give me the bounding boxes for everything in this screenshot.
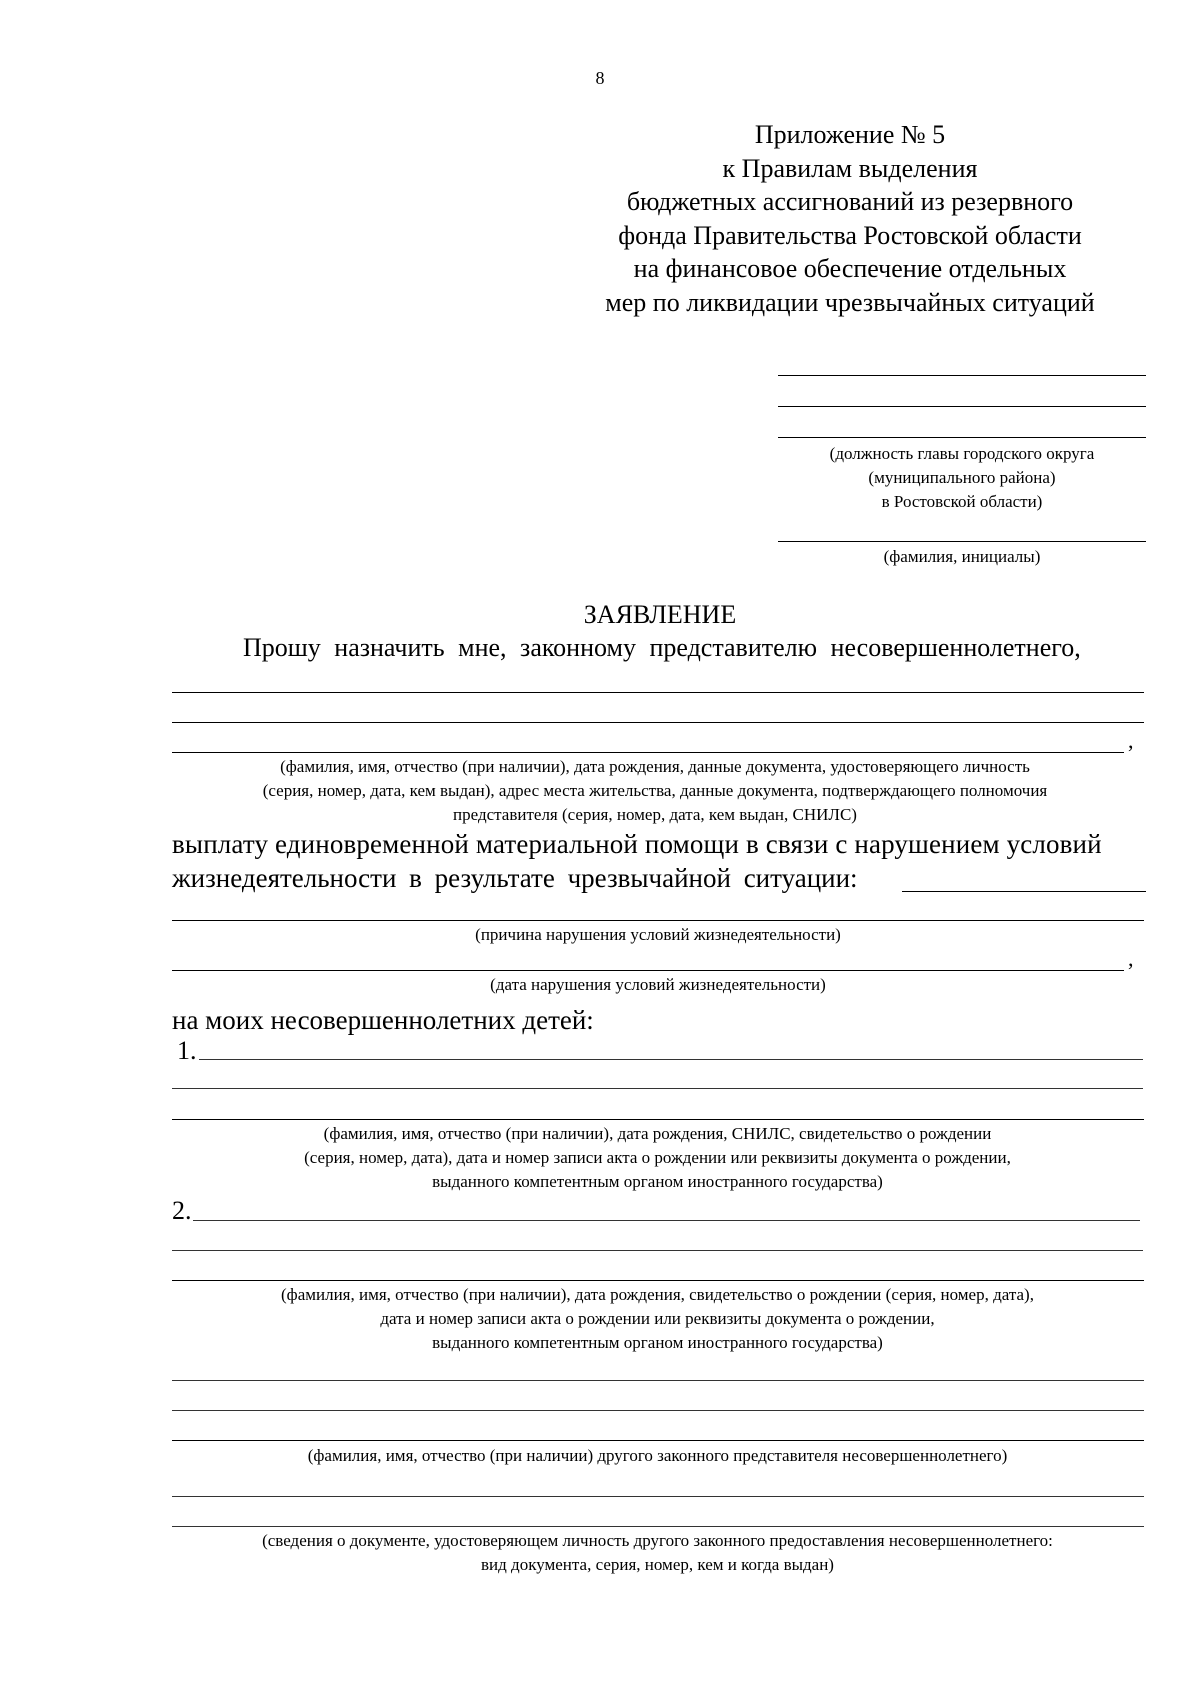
document-title: ЗАЯВЛЕНИЕ <box>583 600 737 629</box>
caption-line: (фамилия, имя, отчество (при наличии), дата рождения, СНИЛС, свидетельство о рождении <box>323 1124 992 1143</box>
other-rep-line-2[interactable] <box>172 1410 1144 1411</box>
caption-line: вид документа, серия, номер, кем и когда выдан) <box>481 1555 834 1574</box>
caption-line: в Ростовской области) <box>881 492 1043 511</box>
page-number: 8 <box>595 68 605 88</box>
child-1-line-1[interactable] <box>199 1059 1143 1060</box>
child-2-caption <box>160 1283 1155 1355</box>
caption-line: выданного компетентным органом иностранного государства) <box>432 1172 883 1191</box>
child-1-number: 1. <box>177 1036 197 1065</box>
addressee-position-line-3[interactable] <box>778 437 1146 438</box>
payment-text-line-2: жизнедеятельности в результате чрезвычайной ситуации: <box>172 863 858 893</box>
caption-line: (муниципального района) <box>868 468 1056 487</box>
appendix-line: к Правилам выделения <box>722 153 978 183</box>
caption-line: представителя (серия, номер, дата, кем выдан, СНИЛС) <box>453 805 857 824</box>
caption-line: (серия, номер, дата), дата и номер записи акта о рождении или реквизиты документа о рождении, <box>304 1148 1011 1167</box>
appendix-line: мер по ликвидации чрезвычайных ситуаций <box>605 287 1095 317</box>
child-1-line-3[interactable] <box>172 1119 1144 1120</box>
date-caption: (дата нарушения условий жизнедеятельности) <box>490 975 826 994</box>
addressee-position-line-1[interactable] <box>778 375 1146 376</box>
addressee-name-line[interactable] <box>778 541 1146 542</box>
appendix-line: фонда Правительства Ростовской области <box>618 220 1082 250</box>
appendix-line: бюджетных ассигнований из резервного <box>626 187 1074 216</box>
other-rep-line-3[interactable] <box>172 1440 1144 1441</box>
other-rep-caption: (фамилия, имя, отчество (при наличии) другого законного представителя несовершеннолетнего) <box>307 1446 1008 1465</box>
caption-line: (сведения о документе, удостоверяющем личность другого законного предоставления несовершеннолетнего: <box>262 1531 1053 1550</box>
addressee-position-line-2[interactable] <box>778 406 1146 407</box>
other-rep-doc-line-1[interactable] <box>172 1496 1144 1497</box>
reason-line[interactable] <box>172 920 1144 921</box>
caption-line: (должность главы городского округа <box>829 444 1095 463</box>
payment-text-line-1: выплату единовременной материальной помощи в связи с нарушением условий <box>172 829 1102 859</box>
addressee-name-caption: (фамилия, инициалы) <box>883 547 1041 566</box>
caption-line: (серия, номер, дата, кем выдан), адрес места жительства, данные документа, подтверждающего полномочия <box>262 781 1048 800</box>
request-intro: Прошу назначить мне, законному представителю несовершеннолетнего, <box>243 633 1081 662</box>
other-rep-line-1[interactable] <box>172 1380 1144 1381</box>
child-2-number: 2. <box>172 1196 192 1225</box>
appendix-line: Приложение № 5 <box>754 120 946 149</box>
comma: , <box>1128 946 1134 971</box>
child-2-line-3[interactable] <box>172 1280 1144 1281</box>
caption-line: (фамилия, имя, отчество (при наличии), дата рождения, свидетельство о рождении (серия, номер, дата), <box>281 1285 1034 1304</box>
caption-line: (фамилия, имя, отчество (при наличии), дата рождения, данные документа, удостоверяющего личность <box>280 757 1030 776</box>
children-heading: на моих несовершеннолетних детей: <box>172 1005 594 1035</box>
caption-line: дата и номер записи акта о рождении или реквизиты документа о рождении, <box>380 1309 935 1328</box>
applicant-line-1[interactable] <box>172 692 1144 693</box>
reason-caption: (причина нарушения условий жизнедеятельности) <box>475 925 841 944</box>
child-1-line-2[interactable] <box>172 1088 1143 1089</box>
child-2-line-1[interactable] <box>193 1220 1140 1221</box>
applicant-line-2[interactable] <box>172 722 1144 723</box>
date-line[interactable] <box>172 970 1124 971</box>
other-rep-doc-line-2[interactable] <box>172 1526 1144 1527</box>
appendix-header <box>585 118 1115 319</box>
appendix-line: на финансовое обеспечение отдельных <box>633 254 1067 283</box>
addressee-position-caption <box>778 442 1146 514</box>
child-2-line-2[interactable] <box>172 1250 1143 1251</box>
other-rep-doc-caption <box>160 1529 1155 1577</box>
child-1-caption <box>160 1122 1155 1194</box>
emergency-line[interactable] <box>902 891 1146 892</box>
caption-line: выданного компетентным органом иностранного государства) <box>432 1333 883 1352</box>
comma: , <box>1128 728 1134 753</box>
applicant-line-3[interactable] <box>172 752 1124 753</box>
applicant-caption <box>160 755 1150 827</box>
